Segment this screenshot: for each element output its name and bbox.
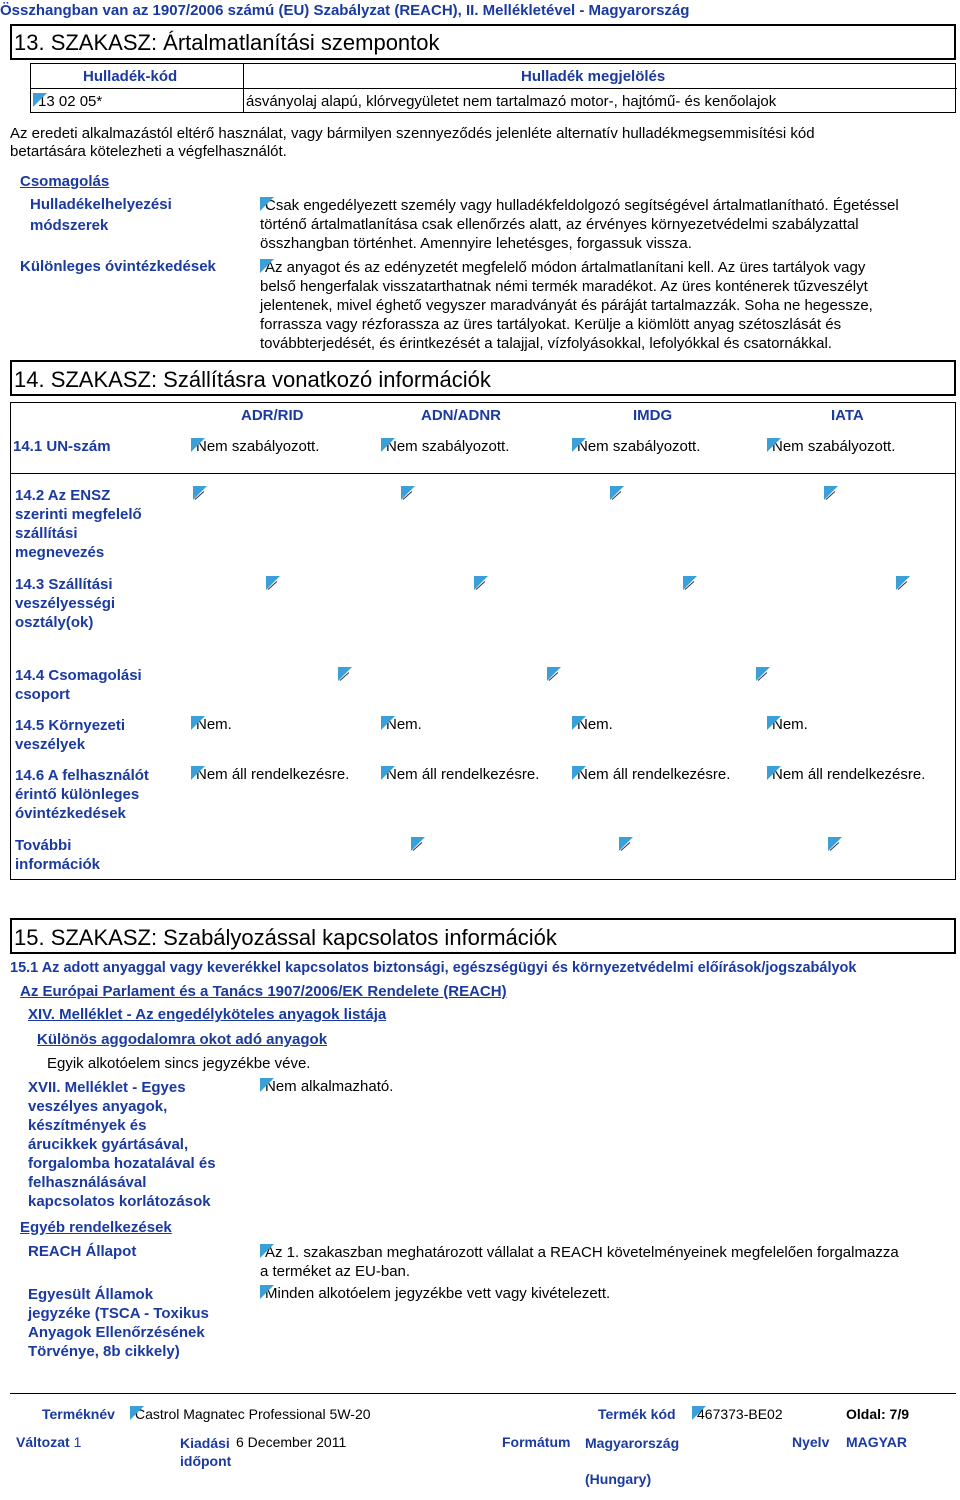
special-adn: Nem áll rendelkezésre. <box>381 766 539 785</box>
special-adr: Nem áll rendelkezésre. <box>191 766 349 785</box>
dash-flag-icon <box>474 576 488 590</box>
note-line-1: Az eredeti alkalmazástól eltérő használat, vagy bármilyen szennyeződés jelenléte alternatív hulladékmegsemmisítési kód <box>10 125 815 142</box>
dash-flag-icon <box>610 486 624 500</box>
waste-code: 13 02 05* <box>33 93 102 112</box>
flag-icon <box>33 93 47 107</box>
section15-title: 15. SZAKASZ: Szabályozással kapcsolatos információk <box>14 925 557 950</box>
flag-icon <box>260 1078 274 1092</box>
col-iata: IATA <box>831 407 864 424</box>
waste-desc: ásványolaj alapú, klórvegyületet nem tartalmazó motor-, hajtómű- és kenőolajok <box>246 93 777 110</box>
col-waste-desc-header: Hulladék megjelölés <box>521 68 666 85</box>
section13-title-box <box>10 24 956 60</box>
reach-status-label: REACH Állapot <box>28 1243 137 1260</box>
dash-flag-icon <box>193 486 207 500</box>
eu-regulation-heading: Az Európai Parlament és a Tanács 1907/2006/EK Rendelete (REACH) <box>20 983 507 1000</box>
packaging-heading: Csomagolás <box>20 173 110 190</box>
svhc-text: Egyik alkotóelem sincs jegyzékbe véve. <box>47 1055 311 1072</box>
flag-icon <box>572 716 586 730</box>
dash-flag-icon <box>896 576 910 590</box>
dash-flag-icon <box>547 667 561 681</box>
special-iata: Nem áll rendelkezésre. <box>767 766 925 785</box>
disposal-label: Hulladékelhelyezési módszerek <box>30 196 172 234</box>
flag-icon <box>572 766 586 780</box>
flag-icon <box>260 259 274 273</box>
section15-1-heading: 15.1 Az adott anyaggal vagy keverékkel kapcsolatos biztonsági, egészségügyi és környezetvédelmi előírások/jogszabályok <box>10 960 857 976</box>
footer-language: MAGYAR <box>846 1434 907 1450</box>
env-adr: Nem. <box>191 716 232 735</box>
special-imdg: Nem áll rendelkezésre. <box>572 766 730 785</box>
env-adn: Nem. <box>381 716 422 735</box>
flag-icon <box>191 438 205 452</box>
packing-group-label: 14.4 Csomagolási csoport <box>15 667 142 703</box>
flag-icon <box>130 1406 144 1420</box>
hazard-class-label: 14.3 Szállítási veszélyességi osztály(ok) <box>15 576 116 631</box>
flag-icon <box>191 716 205 730</box>
annex17-value: Nem alkalmazható. <box>260 1078 393 1097</box>
section15-title-box <box>10 918 956 954</box>
flag-icon <box>767 766 781 780</box>
flag-icon <box>381 766 395 780</box>
env-iata: Nem. <box>767 716 808 735</box>
note-line-2: betartására kötelezheti a végfelhasználót. <box>10 143 287 160</box>
dash-flag-icon <box>683 576 697 590</box>
flag-icon <box>381 438 395 452</box>
dash-flag-icon <box>756 667 770 681</box>
disposal-text: Csak engedélyezett személy vagy hulladékfeldolgozó segítségével ártalmatlanítható. Égetéssel történő ártalmatlanítása csak ellenőrzés alatt, az érvényes környezetvédelmi szabályzattal összhangban történhet. Amennyire lehetésges, forgassuk vissza. <box>260 197 899 252</box>
section14-title-box <box>10 360 956 396</box>
section13-title: 13. SZAKASZ: Ártalmatlanítási szempontok <box>14 30 440 55</box>
special-precautions-label: 14.6 A felhasználót érintő különleges óvintézkedések <box>15 767 149 822</box>
flag-icon <box>260 1285 274 1299</box>
precaution-label: Különleges óvintézkedések <box>20 258 216 275</box>
footer-issue-label: Kiadási időpont <box>180 1435 232 1469</box>
footer-language-label: Nyelv <box>792 1434 830 1450</box>
col-adr: ADR/RID <box>241 407 304 424</box>
flag-icon <box>260 197 274 211</box>
dash-flag-icon <box>338 667 352 681</box>
precaution-text: Az anyagot és az edényzetét megfelelő módon ártalmatlanítani kell. Az üres tartályok vagy belső hengerfalak visszatarthatnak némi termék maradékot. Az üres konténerek tűzveszélyt jelentenek, mivel éghető vegyszer maradványát és páráját tartalmazzák. Soha ne hegessze, forrassza vagy rézforassza az üres tartályokat. Kerülje a kiömlött anyag szétoszlását és továbbterjedését, és érintkezését a talajjal, vízfolyásokkal, lefolyókkal és csatornákkal. <box>260 259 873 352</box>
flag-icon <box>572 438 586 452</box>
shipping-name-label: 14.2 Az ENSZ szerinti megfelelő szállítási megnevezés <box>15 487 142 561</box>
footer-product-name-label: Terméknév <box>42 1406 115 1422</box>
annex14-heading: XIV. Melléklet - Az engedélyköteles anyagok listája <box>28 1006 387 1023</box>
regulation-header: Összhangban van az 1907/2006 számú (EU) Szabályzat (REACH), II. Mellékletével - Magyarország <box>0 2 690 19</box>
un-iata: Nem szabályozott. <box>767 438 895 457</box>
flag-icon <box>191 766 205 780</box>
flag-icon <box>260 1244 274 1258</box>
reach-status-text: Az 1. szakaszban meghatározott vállalat a REACH követelményeinek megfelelően forgalmazza a terméket az EU-ban. <box>260 1244 899 1280</box>
tsca-value: Minden alkotóelem jegyzékbe vett vagy kivételezett. <box>260 1285 610 1304</box>
un-imdg: Nem szabályozott. <box>572 438 700 457</box>
col-waste-code-header: Hulladék-kód <box>83 68 178 85</box>
waste-code-table <box>30 63 956 113</box>
un-adn: Nem szabályozott. <box>381 438 509 457</box>
footer-version: Változat 1 <box>16 1434 82 1450</box>
other-provisions-heading: Egyéb rendelkezések <box>20 1219 172 1236</box>
col-adn: ADN/ADNR <box>421 407 501 424</box>
footer-product-name: Castrol Magnatec Professional 5W-20 <box>130 1406 371 1424</box>
transport-table <box>10 402 956 880</box>
footer-product-code-label: Termék kód <box>598 1406 676 1422</box>
footer-format: Magyarország (Hungary) <box>585 1435 680 1487</box>
dash-flag-icon <box>828 837 842 851</box>
dash-flag-icon <box>824 486 838 500</box>
env-hazard-label: 14.5 Környezeti veszélyek <box>15 717 126 753</box>
dash-flag-icon <box>401 486 415 500</box>
flag-icon <box>767 438 781 452</box>
footer-product-code: 467373-BE02 <box>692 1406 783 1424</box>
svhc-heading: Különös aggodalomra okot adó anyagok <box>37 1031 328 1048</box>
flag-icon <box>692 1406 706 1420</box>
un-label: 14.1 UN-szám <box>13 438 111 455</box>
footer-page: Oldal: 7/9 <box>846 1406 910 1422</box>
col-imdg: IMDG <box>633 407 673 424</box>
dash-flag-icon <box>619 837 633 851</box>
further-info-label: További információk <box>15 837 101 873</box>
flag-icon <box>381 716 395 730</box>
tsca-label: Egyesült Államok jegyzéke (TSCA - Toxikus Anyagok Ellenőrzésének Törvénye, 8b cikkely) <box>28 1286 209 1360</box>
footer-issue-date: 6 December 2011 <box>236 1434 347 1450</box>
footer-format-label: Formátum <box>502 1434 571 1450</box>
section14-title: 14. SZAKASZ: Szállításra vonatkozó információk <box>14 367 491 392</box>
annex17-label: XVII. Melléklet - Egyes veszélyes anyagok, készítmények és árucikkek gyártásával, forgalomba hozatalával és felhasználásával kapcsolatos korlátozások <box>28 1079 216 1210</box>
footer-divider <box>10 1393 956 1394</box>
env-imdg: Nem. <box>572 716 613 735</box>
flag-icon <box>767 716 781 730</box>
dash-flag-icon <box>266 576 280 590</box>
dash-flag-icon <box>411 837 425 851</box>
un-adr: Nem szabályozott. <box>191 438 319 457</box>
